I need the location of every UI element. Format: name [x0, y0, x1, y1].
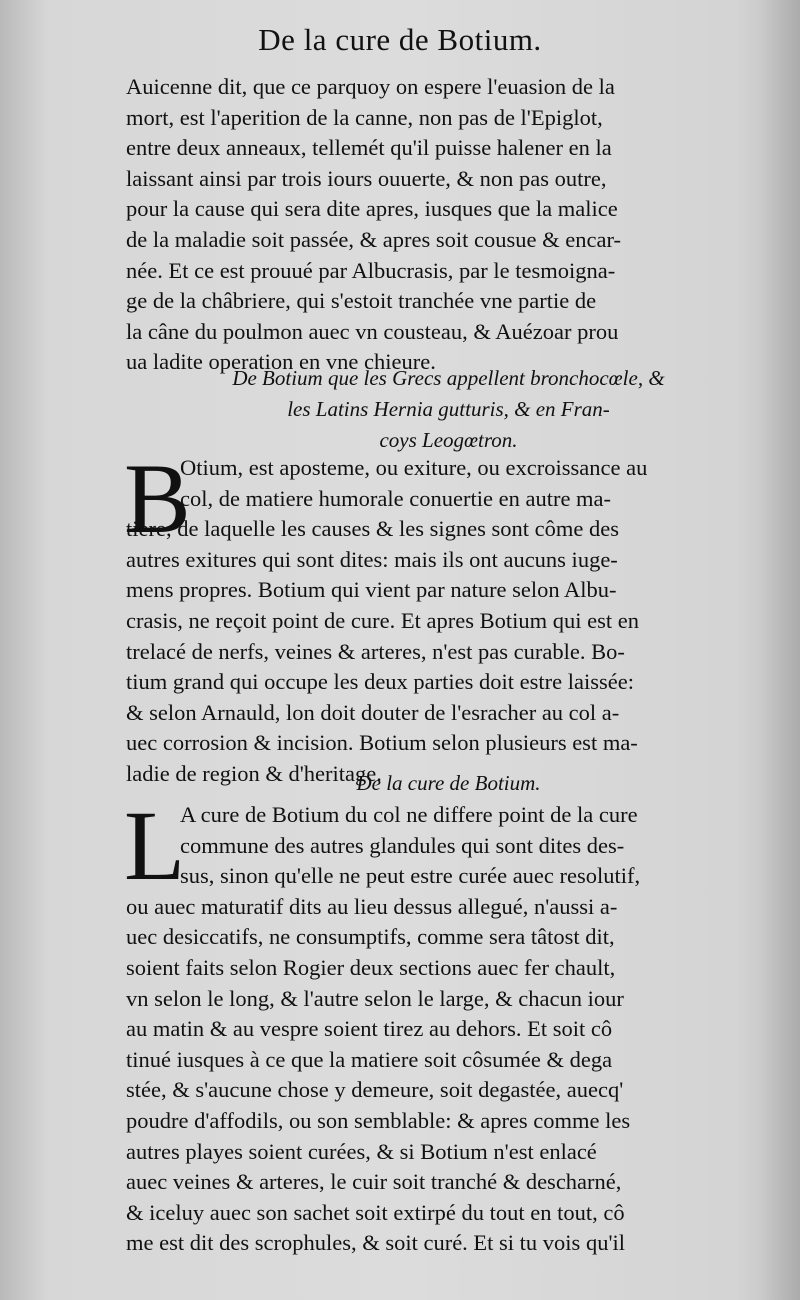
text-line: auec veines & arteres, le cuir soit tranché & descharné, [126, 1169, 622, 1195]
text-line: Otium, est aposteme, ou exiture, ou excroissance au [180, 455, 648, 480]
text-line: Auicenne dit, que ce parquoy on espere l'euasion de la [126, 74, 615, 99]
text-line: stée, & s'aucune chose y demeure, soit degastée, auecq' [126, 1077, 624, 1103]
text-line: au matin & au vespre soient tirez au dehors. Et soit cô [126, 1016, 613, 1042]
text-line: pour la cause qui sera dite apres, iusques que la malice [126, 196, 618, 222]
text-line: uec desiccatifs, ne consumptifs, comme sera tâtost dit, [126, 924, 615, 950]
text-line: mort, est l'aperition de la canne, non pas de l'Epiglot, [126, 104, 603, 130]
text-line: la câne du poulmon auec vn cousteau, & Auézoar prou [126, 318, 619, 344]
text-line: vn selon le long, & l'autre selon le large, & chacun iour [126, 985, 624, 1011]
text-line: me est dit des scrophules, & soit curé. Et si tu vois qu'il [126, 1230, 625, 1256]
text-line: autres exitures qui sont dites: mais ils ont aucuns iuge- [126, 546, 618, 572]
text-line: ge de la châbriere, qui s'estoit tranchée vne partie de [126, 288, 597, 314]
text-line: A cure de Botium du col ne differe point de la cure [180, 802, 638, 827]
paragraph-3 [126, 800, 771, 1259]
text-line: tinué iusques à ce que la matiere soit côsumée & dega [126, 1046, 613, 1072]
text-line: de la maladie soit passée, & apres soit cousue & encar- [126, 226, 621, 252]
text-line: ou auec maturatif dits au lieu dessus allegué, n'aussi a- [126, 893, 618, 919]
text-line: trelacé de nerfs, veines & arteres, n'est pas curable. Bo- [126, 638, 625, 664]
text-line: tiere, de laquelle les causes & les signes sont côme des [126, 516, 619, 542]
drop-cap-l: L [124, 790, 186, 901]
text-line: poudre d'affodils, ou son semblable: & apres comme les [126, 1107, 631, 1133]
text-line: crasis, ne reçoit point de cure. Et apres Botium qui est en [126, 607, 639, 633]
text-line: née. Et ce est prouué par Albucrasis, par le tesmoigna- [126, 257, 616, 283]
text-line: & selon Arnauld, lon doit douter de l'esracher au col a- [126, 699, 620, 725]
heading-line: coys Leogœtron. [379, 428, 518, 452]
text-line: entre deux anneaux, tellemét qu'il puisse halener en la [126, 135, 612, 161]
text-line: ladie de region & d'heritage. [126, 760, 382, 786]
section-heading-cure: De la cure de Botium. [356, 771, 541, 795]
running-head: De la cure de Botium. [258, 22, 542, 57]
text-line: commune des autres glandules qui sont dites des- [180, 832, 625, 858]
text-line: laissant ainsi par trois iours ouuerte, & non pas outre, [126, 165, 607, 191]
heading-line: De Botium que les Grecs appellent bronchocœle, & [232, 366, 665, 390]
text-line: col, de matiere humorale conuertie en autre ma- [180, 485, 612, 511]
text-line: soient faits selon Rogier deux sections auec fer chault, [126, 954, 616, 980]
paragraph-1 [126, 72, 771, 378]
section-heading-botium [126, 363, 771, 456]
paragraph-2 [126, 453, 771, 790]
drop-cap-b: B [124, 443, 191, 554]
text-line: ua ladite operation en vne chieure. [126, 349, 436, 375]
text-line: autres playes soient curées, & si Botium n'est enlacé [126, 1138, 597, 1164]
heading-line: les Latins Hernia gutturis, & en Fran- [287, 397, 610, 421]
text-line: & iceluy auec son sachet soit extirpé du tout en tout, cô [126, 1199, 625, 1225]
text-line: tium grand qui occupe les deux parties doit estre laissée: [126, 669, 634, 695]
text-line: sus, sinon qu'elle ne peut estre curée auec resolutif, [180, 863, 641, 889]
text-line: mens propres. Botium qui vient par nature selon Albu- [126, 577, 617, 603]
text-line: uec corrosion & incision. Botium selon plusieurs est ma- [126, 730, 638, 756]
